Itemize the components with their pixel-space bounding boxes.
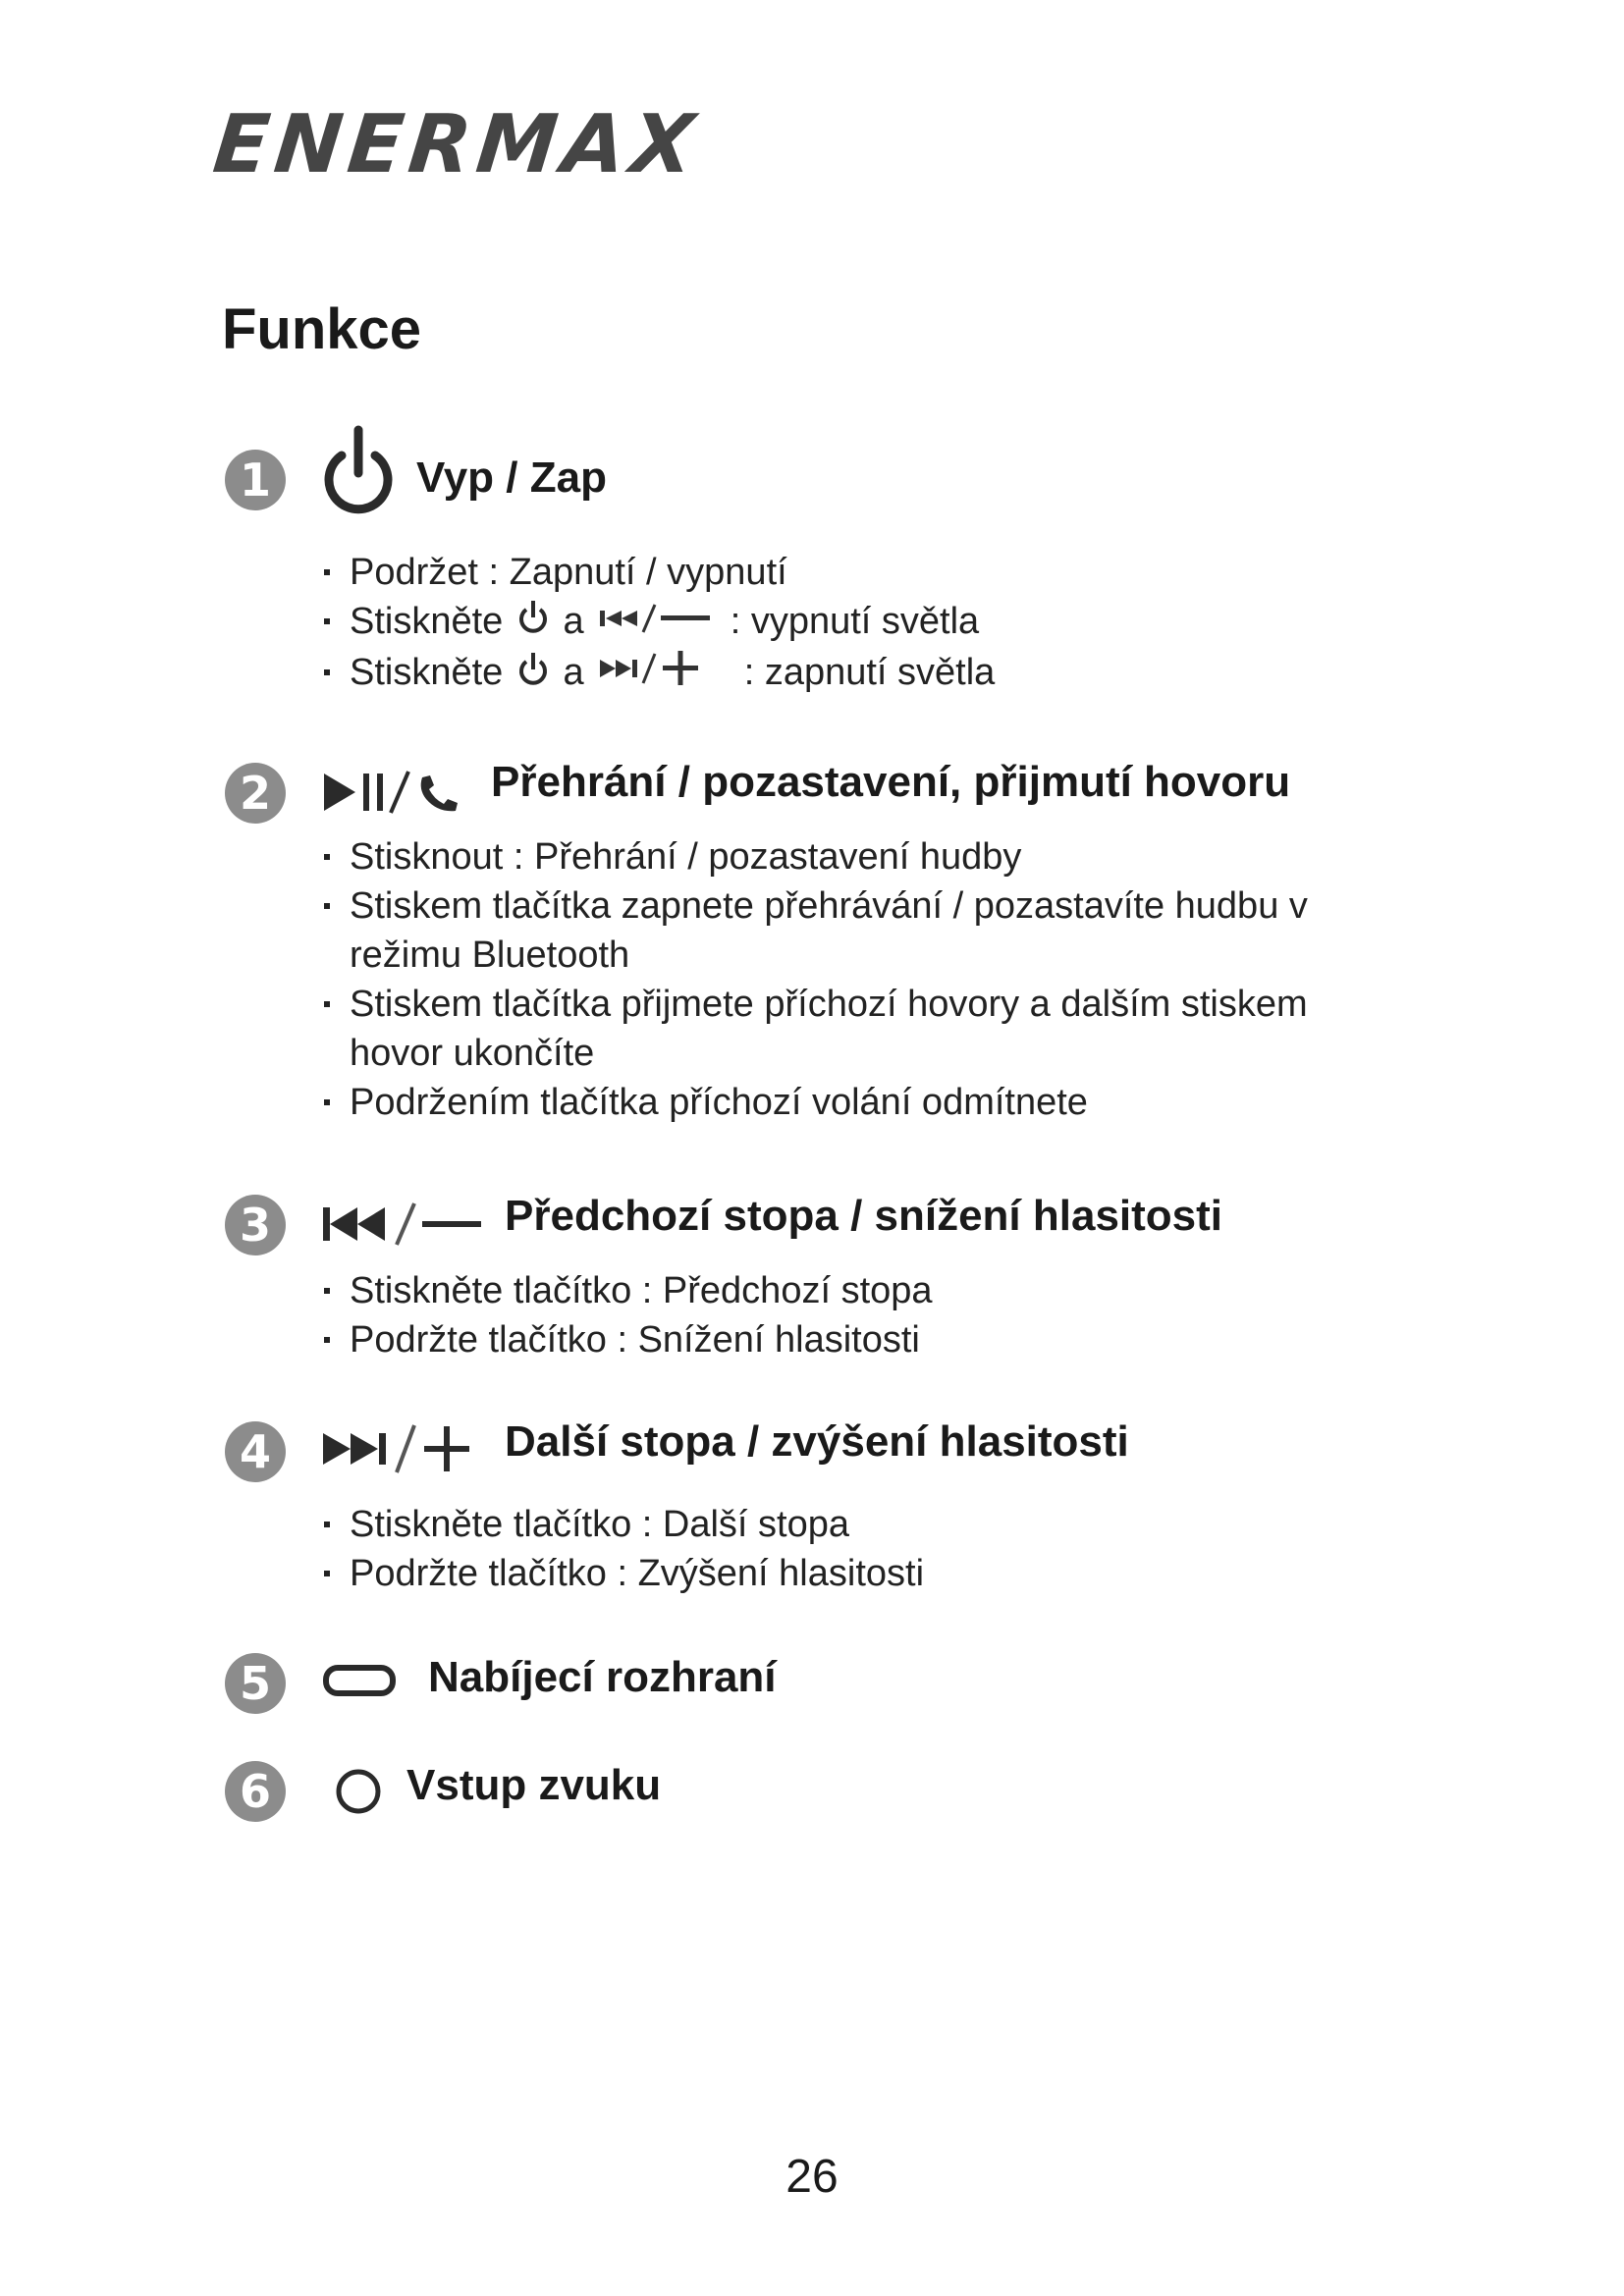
list-item: Stisknout : Přehrání / pozastavení hudby xyxy=(324,832,1404,881)
next-plus-icon xyxy=(320,1421,487,1476)
page-number: 26 xyxy=(785,2151,839,2203)
power-icon xyxy=(320,424,397,518)
section-number-badge: 6 xyxy=(225,1761,286,1822)
power-icon xyxy=(517,598,549,648)
section-heading: Vyp / Zap xyxy=(416,454,607,502)
list-item: Stiskněte a : vypnutí světla xyxy=(324,597,1404,648)
section-number-badge: 2 xyxy=(225,763,286,824)
previous-minus-icon xyxy=(598,599,716,648)
list-item: Podržet : Zapnutí / vypnutí xyxy=(324,548,1404,597)
next-plus-icon xyxy=(598,650,730,700)
list-item: Podržte tlačítko : Zvýšení hlasitosti xyxy=(324,1549,1404,1598)
section-heading: Další stopa / zvýšení hlasitosti xyxy=(505,1417,1129,1466)
power-icon xyxy=(517,650,549,700)
section-number-badge: 1 xyxy=(225,450,286,510)
charging-port-icon xyxy=(322,1663,397,1698)
section-heading: Nabíjecí rozhraní xyxy=(428,1653,777,1701)
previous-minus-icon xyxy=(320,1200,487,1249)
list-item: Stiskem tlačítka přijmete příchozí hovory a dalším stiskem hovor ukončíte xyxy=(324,980,1404,1078)
list-item: Stiskněte tlačítko : Další stopa xyxy=(324,1500,1404,1549)
list-item: Podržte tlačítko : Snížení hlasitosti xyxy=(324,1315,1404,1364)
section-number-badge: 3 xyxy=(225,1195,286,1255)
section-heading: Předchozí stopa / snížení hlasitosti xyxy=(505,1192,1223,1240)
audio-input-icon xyxy=(334,1767,383,1816)
section-number-badge: 5 xyxy=(225,1653,286,1714)
play-pause-phone-icon xyxy=(320,768,467,817)
list-item: Podržením tlačítka příchozí volání odmítnete xyxy=(324,1078,1404,1127)
page-title: Funkce xyxy=(222,297,422,361)
list-item: Stiskněte a : zapnutí světla xyxy=(324,648,1404,699)
list-item: Stiskněte tlačítko : Předchozí stopa xyxy=(324,1266,1404,1315)
section-heading: Přehrání / pozastavení, přijmutí hovoru xyxy=(491,758,1291,806)
section-heading: Vstup zvuku xyxy=(406,1761,662,1809)
list-item: Stiskem tlačítka zapnete přehrávání / pozastavíte hudbu v režimu Bluetooth xyxy=(324,881,1404,980)
section-number-badge: 4 xyxy=(225,1421,286,1482)
enermax-logo: ENERMAX xyxy=(209,98,705,191)
